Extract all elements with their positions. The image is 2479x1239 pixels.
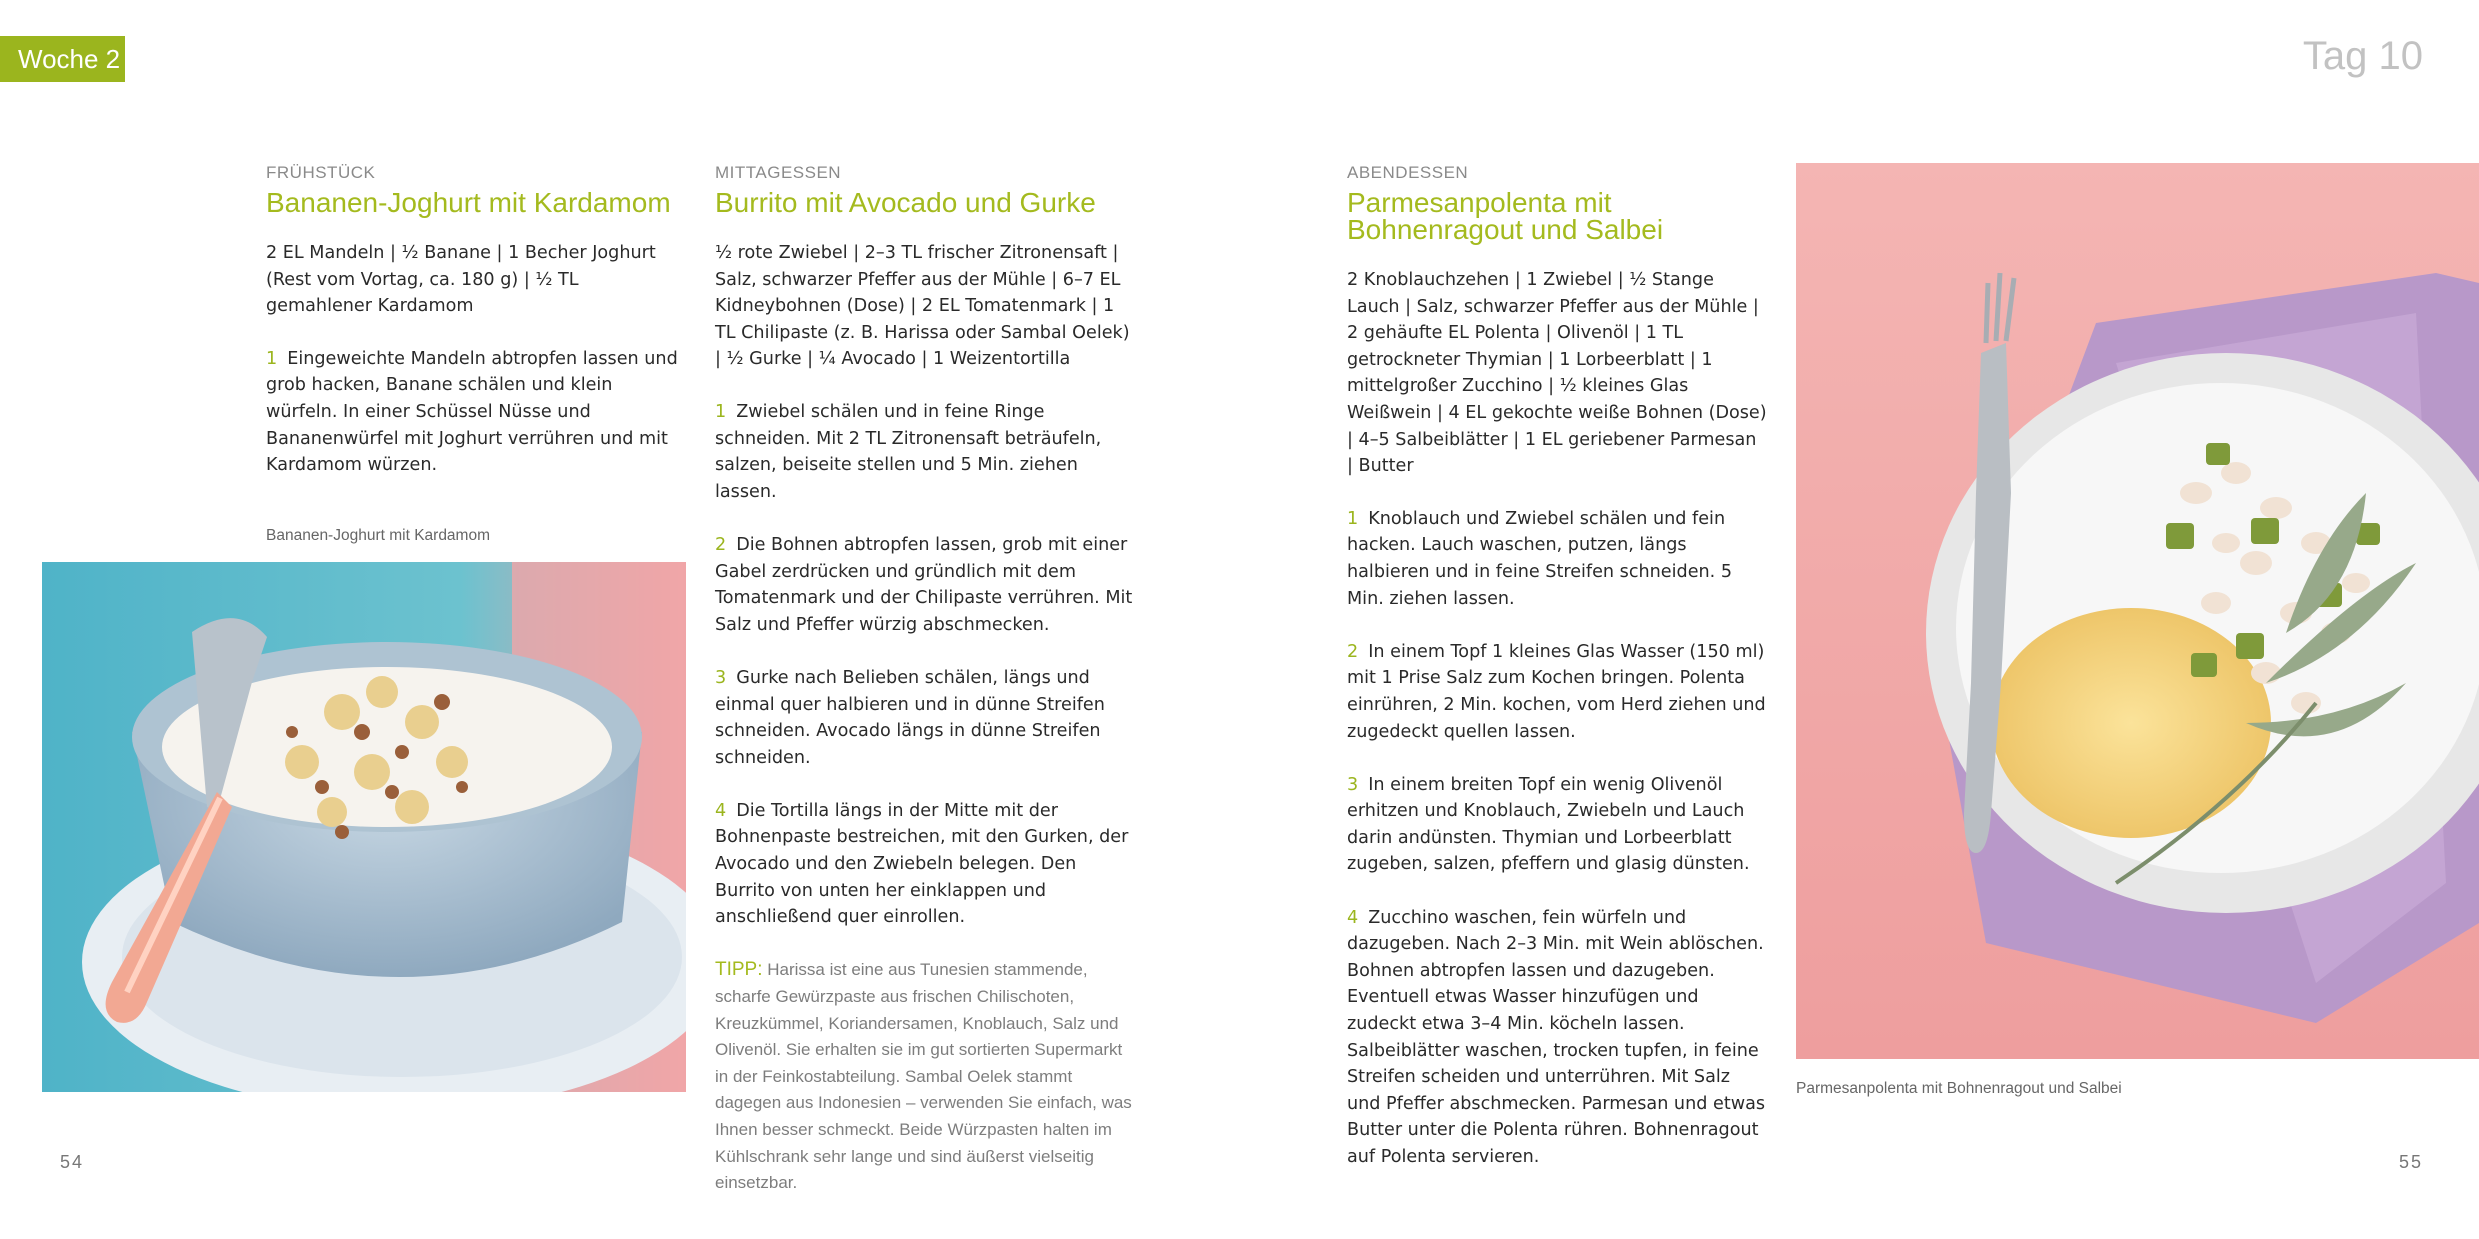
lunch-tip xyxy=(715,957,1135,1196)
lunch-steps xyxy=(715,399,1135,931)
breakfast-meal-label: FRÜHSTÜCK xyxy=(266,163,376,182)
dinner-section xyxy=(1347,163,1767,1197)
dinner-ingredients: 2 Knoblauchzehen | 1 Zwiebel | ½ Stange Lauch | Salz, schwarzer Pfeffer aus der Mühle | 2 gehäufte EL Polenta | Olivenöl | 1 TL getrockneter Thymian | 1 Lorbeerblatt | 1 mittelgroßer Zucchino | ½ kleines Glas Weißwein | 4 EL gekochte weiße Bohnen (Dose) | 4–5 Salbeiblätter | 1 EL geriebener Parmesan | Butter xyxy=(1347,270,1767,477)
week-label: Woche 2 xyxy=(18,44,121,74)
lunch-ingredients: ½ rote Zwiebel | 2–3 TL frischer Zitronensaft | Salz, schwarzer Pfeffer aus der Mühle | 6–7 EL Kidneybohnen (Dose) | 2 EL Tomatenmark | 1 TL Chilipaste (z. B. Harissa oder Sambal Oelek) | ½ Gurke | ¼ Avocado | 1 Weizentortilla xyxy=(715,243,1130,370)
dinner-step: 3 In einem breiten Topf ein wenig Olivenöl erhitzen und Knoblauch, Zwiebeln und Lauch darin andünsten. Thymian und Lorbeerblatt zugeben, salzen, pfeffern und glasig dünsten. xyxy=(1347,774,1750,875)
lunch-step: 2 Die Bohnen abtropfen lassen, grob mit einer Gabel zerdrücken und gründlich mit dem Tomatenmark und der Chilipaste verrühren. Mit Salz und Pfeffer würzig abschmecken. xyxy=(715,534,1133,635)
lunch-title: Burrito mit Avocado und Gurke xyxy=(715,187,1096,218)
dinner-photo xyxy=(1796,163,2479,1059)
lunch-section xyxy=(715,163,1135,1197)
dinner-steps xyxy=(1347,506,1767,1171)
lunch-step: 1 Zwiebel schälen und in feine Ringe schneiden. Mit 2 TL Zitronensaft beträufeln, salzen, beiseite stellen und 5 Min. ziehen lassen. xyxy=(715,401,1102,502)
page-number-left: 54 xyxy=(60,1152,85,1172)
breakfast-photo xyxy=(42,562,686,1092)
lunch-step: 3 Gurke nach Belieben schälen, längs und einmal quer halbieren und in dünne Streifen schneiden. Avocado längs in dünne Streifen schneiden. xyxy=(715,667,1105,768)
lunch-step: 4 Die Tortilla längs in der Mitte mit der Bohnenpaste bestreichen, mit den Gurken, der Avocado und den Zwiebeln belegen. Den Burrito von unten her einklappen und anschließend quer einrollen. xyxy=(715,800,1129,928)
breakfast-ingredients: 2 EL Mandeln | ½ Banane | 1 Becher Joghurt (Rest vom Vortag, ca. 180 g) | ½ TL gemahlener Kardamom xyxy=(266,243,656,317)
dinner-caption: Parmesanpolenta mit Bohnenragout und Salbei xyxy=(1796,1080,2122,1097)
breakfast-title: Bananen-Joghurt mit Kardamom xyxy=(266,187,671,218)
dinner-step: 4 Zucchino waschen, fein würfeln und dazugeben. Nach 2–3 Min. mit Wein ablöschen. Bohnen abtropfen lassen und dazugeben. Eventuell etwas Wasser hinzufügen und zudeckt etwa 3–4 Min. köcheln lassen. Salbeiblätter waschen, trocken tupfen, in feine Streifen scheiden und unterrühren. Mit Salz und Pfeffer abschmecken. Parmesan und etwas Butter unter die Polenta rühren. Bohnenragout auf Polenta servieren. xyxy=(1347,907,1766,1167)
breakfast-section xyxy=(266,163,686,505)
breakfast-steps xyxy=(266,346,686,479)
page-number-right: 55 xyxy=(2398,1152,2423,1172)
lunch-meal-label: MITTAGESSEN xyxy=(715,163,842,182)
dinner-step: 1 Knoblauch und Zwiebel schälen und fein hacken. Lauch waschen, putzen, längs halbieren und in feine Streifen schneiden. 5 Min. ziehen lassen. xyxy=(1347,508,1733,609)
dinner-title: Parmesanpolenta mit Bohnenragout und Salbei xyxy=(1347,187,1664,245)
day-label: Tag 10 xyxy=(2302,34,2423,78)
dinner-step: 2 In einem Topf 1 kleines Glas Wasser (150 ml) mit 1 Prise Salz zum Kochen bringen. Polenta einrühren, 2 Min. kochen, vom Herd ziehen und zugedeckt quellen lassen. xyxy=(1347,641,1766,742)
breakfast-step: 1 Eingeweichte Mandeln abtropfen lassen und grob hacken, Banane schälen und klein würfeln. In einer Schüssel Nüsse und Bananenwürfel mit Joghurt verrühren und mit Kardamom würzen. xyxy=(266,348,678,476)
tip-text: Harissa ist eine aus Tunesien stammende, scharfe Gewürzpaste aus frischen Chilischoten, Kreuzkümmel, Koriandersamen, Knoblauch, Salz und Olivenöl. Sie erhalten sie im gut sortierten Supermarkt in der Feinkostabteilung. Sambal Oelek stammt dagegen aus Indonesien – verwenden Sie einfach, was Ihnen besser schmeckt. Beide Würzpasten halten im Kühlschrank sehr lange und sind äußerst vielseitig einsetzbar. xyxy=(715,960,1132,1193)
dinner-meal-label: ABENDESSEN xyxy=(1347,163,1469,182)
breakfast-caption: Bananen-Joghurt mit Kardamom xyxy=(266,527,491,544)
week-badge xyxy=(0,36,125,82)
tip-label: TIPP: xyxy=(715,959,763,981)
